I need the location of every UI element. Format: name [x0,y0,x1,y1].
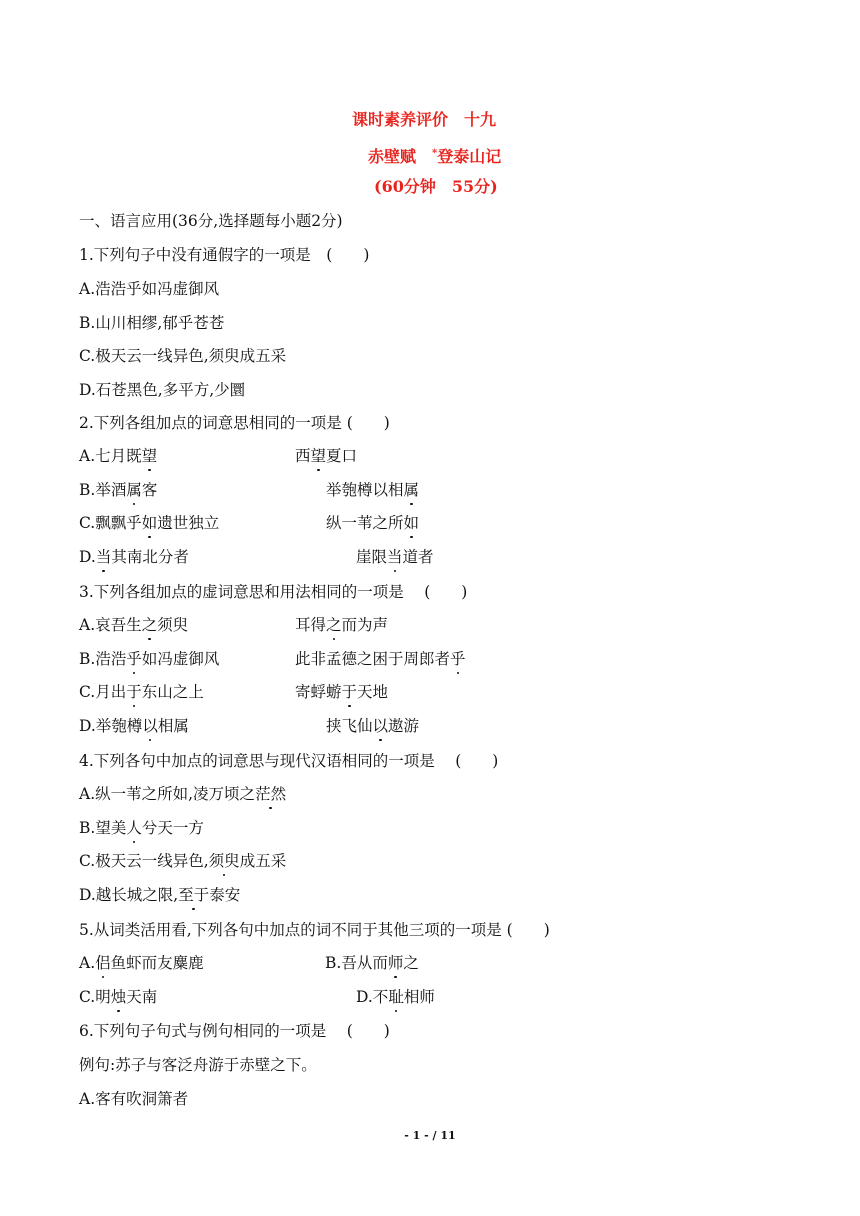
text: 须臾 [157,616,189,634]
text: D.越长城之限, [79,886,179,904]
q3-option-d-left [79,716,189,736]
text: 相师 [403,988,435,1006]
text: 天南 [126,988,158,1006]
q2-option-c-left [79,513,219,533]
subtitle-star: * [432,148,438,159]
text: 如冯虚御风 [141,650,220,668]
q2-option-d-right [356,547,434,567]
text: C.极天云一线异色, [79,852,209,870]
text: 鱼虾而友麋鹿 [110,954,204,972]
dotted-word: 以 [142,717,158,735]
q4-option-d [79,885,240,905]
q3-stem: 3.下列各组加点的虚词意思和用法相同的一项是 ( ) [79,583,468,601]
text: 举匏樽以相 [326,481,404,499]
text: 此非孟德之困于周郎者 [295,650,451,668]
text: 挟飞仙 [326,717,373,735]
dotted-word: 之 [141,616,158,634]
dotted-word: 当 [95,548,112,566]
text: 客 [141,481,158,499]
q1-stem: 1.下列句子中没有通假字的一项是 ( ) [79,246,370,264]
dotted-word: 属 [403,481,420,499]
text: B.举酒 [79,481,127,499]
q2-option-b-right [326,480,419,500]
text: B.浩浩 [79,650,127,668]
q4-option-b [79,818,204,838]
section-heading: 一、语言应用(36分,选择题每小题2分) [79,212,343,230]
dotted-word: 属 [126,481,142,499]
q3-option-a-right [295,615,388,635]
q6-example: 例句:苏子与客泛舟游于赤壁之下。 [79,1056,317,1074]
q2-stem: 2.下列各组加点的词意思相同的一项是 ( ) [79,414,390,432]
page-number: - 1 - / 11 [404,1129,456,1142]
q4-option-a [79,784,286,804]
dotted-word: 如 [141,514,158,532]
text: 相属 [157,717,189,735]
text: A.哀吾生 [79,616,142,634]
dotted-word: 乎 [450,650,466,668]
subtitle-text-b: 登泰山记 [437,147,502,166]
text: 成五采 [239,852,287,870]
dotted-word: 茫然 [255,785,287,803]
q2-option-b-left [79,480,157,500]
text: 夏口 [326,447,358,465]
dotted-word: 人 [126,819,142,837]
q5-option-d [356,987,435,1007]
q3-option-c-right [295,682,388,702]
q1-option-a: A.浩浩乎如冯虚御风 [79,280,220,298]
q5-option-a [79,953,204,973]
text: 天地 [357,683,389,701]
time-score: (60分钟 55分) [374,177,498,196]
text: D.不 [356,988,389,1006]
text: 遨游 [388,717,420,735]
text: 耳得 [295,616,327,634]
text: A.七月既 [79,447,142,465]
q5-stem: 5.从词类活用看,下列各句中加点的词不同于其他三项的一项是 ( ) [79,921,550,939]
dotted-word: 师 [387,954,404,972]
page-subtitle [368,144,501,167]
text: 泰安 [209,886,241,904]
dotted-word: 烛 [110,988,127,1006]
dotted-word: 须臾 [208,852,240,870]
text: 其南北分者 [111,548,189,566]
page-title: 课时素养评价 十九 [352,110,497,129]
dotted-word: 至于 [178,886,210,904]
q6-option-a: A.客有吹洞箫者 [79,1090,189,1108]
text: C.月出 [79,683,127,701]
q3-option-d-right [326,716,419,736]
dotted-word: 耻 [388,988,404,1006]
text: D. [79,548,96,566]
q2-option-d-left [79,547,189,567]
text: C.飘飘乎 [79,514,142,532]
text: B.望美 [79,819,127,837]
text: 而为声 [341,616,389,634]
q2-option-a-left [79,446,157,466]
text: 寄蜉蝣 [295,683,342,701]
text: 兮天一方 [141,819,204,837]
q6-stem: 6.下列句子句式与例句相同的一项是 ( ) [79,1022,390,1040]
q1-option-d: D.石苍黑色,多平方,少圜 [79,381,246,399]
text: C.明 [79,988,111,1006]
q3-option-b-right [295,649,466,669]
q2-option-c-right [326,513,419,533]
q3-option-a-left [79,615,188,635]
dotted-word: 望 [310,447,327,465]
text: 纵一苇之所 [326,514,404,532]
text: A.纵一苇之所如,凌万顷之 [79,785,256,803]
text: 遗世独立 [157,514,220,532]
subtitle-text-a: 赤壁赋 [368,147,433,166]
q4-option-c [79,851,286,871]
dotted-word: 之 [326,616,342,634]
dotted-word: 侣 [95,954,111,972]
q1-option-c: C.极天云一线异色,须臾成五采 [79,347,287,365]
text: B.吾从而 [325,954,388,972]
q2-option-a-right [295,446,357,466]
q5-option-c [79,987,157,1007]
q1-option-b: B.山川相缪,郁乎苍苍 [79,314,225,332]
text: D.举匏樽 [79,717,143,735]
q3-option-c-left [79,682,204,702]
dotted-word: 于 [341,683,358,701]
dotted-word: 当 [387,548,403,566]
text: 道者 [402,548,434,566]
dotted-word: 以 [372,717,389,735]
text: 之 [403,954,419,972]
dotted-word: 望 [141,447,158,465]
dotted-word: 乎 [126,650,142,668]
q3-option-b-left [79,649,219,669]
text: A. [79,954,96,972]
text: 崖限 [356,548,388,566]
q4-stem: 4.下列各句中加点的词意思与现代汉语相同的一项是 ( ) [79,752,499,770]
q5-option-b [325,953,419,973]
text: 东山之上 [141,683,204,701]
text: 西 [295,447,311,465]
dotted-word: 于 [126,683,142,701]
dotted-word: 如 [403,514,420,532]
